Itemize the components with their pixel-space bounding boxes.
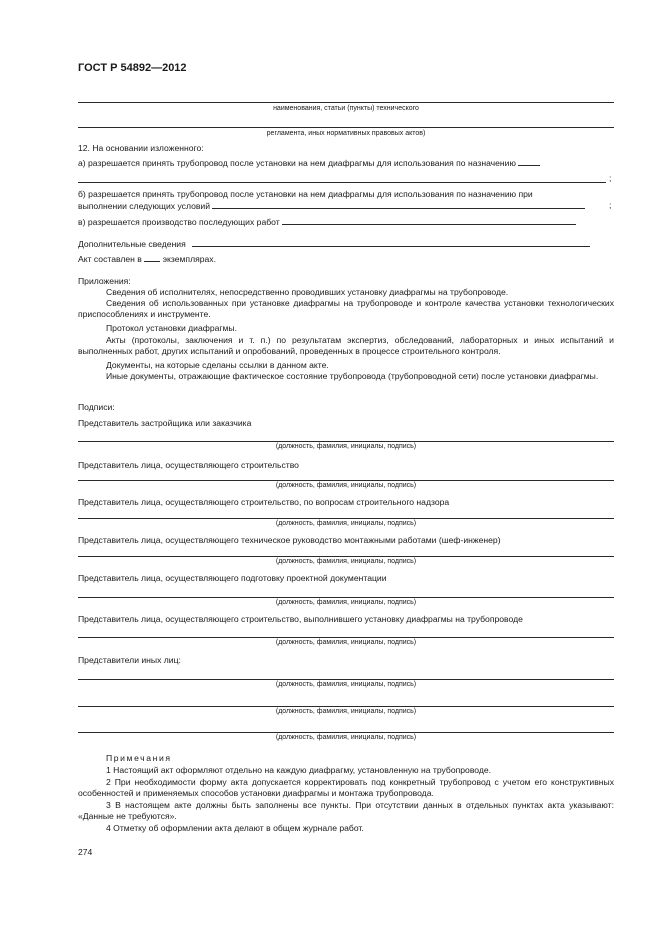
signature-caption: (должность, фамилия, инициалы, подпись) bbox=[275, 482, 417, 489]
additional-info-label: Дополнительные сведения bbox=[78, 239, 186, 249]
field-caption: наименования, статьи (пункты) технического bbox=[273, 105, 419, 112]
appendix-item: Сведения об использованных при установке диафрагмы на трубопроводе и контроле качества установки технологических приспособлениях и инструменте. bbox=[78, 298, 614, 319]
note-item: 3 В настоящем акте должны быть заполнены все пункты. При отсутствии данных в отдельных пунктах акта указывают: «Данные не требуются». bbox=[78, 800, 614, 821]
signature-role: Представитель лица, осуществляющего строительство bbox=[78, 460, 299, 470]
signature-role: Представитель лица, осуществляющего строительство, выполнившего установку диафрагмы на трубопроводе bbox=[78, 614, 523, 624]
appendix-item: Иные документы, отражающие фактическое состояние трубопровода (трубопроводной сети) после установки диафрагмы. bbox=[106, 371, 599, 381]
appendix-item: Документы, на которые сделаны ссылки в данном акте. bbox=[106, 360, 329, 370]
clause-b-line2 bbox=[78, 200, 585, 212]
signature-caption: (должность, фамилия, инициалы, подпись) bbox=[275, 708, 417, 715]
note-item: 4 Отметку об оформлении акта делают в общем журнале работ. bbox=[106, 823, 364, 833]
signature-caption: (должность, фамилия, инициалы, подпись) bbox=[275, 734, 417, 741]
note-item: 2 При необходимости форму акта допускается корректировать под конкретный трубопровод с учетом его конструктивных особенностей и применяемых способов установки диафрагмы и монтажа трубопровода. bbox=[78, 777, 614, 798]
clause-b-text: выполнении следующих условий bbox=[78, 201, 211, 211]
appendix-item: Протокол установки диафрагмы. bbox=[106, 323, 237, 333]
appendices-heading: Приложения: bbox=[78, 276, 131, 286]
clause-a-blank[interactable] bbox=[518, 157, 540, 166]
signature-role: Представитель лица, осуществляющего строительство, по вопросам строительного надзора bbox=[78, 497, 450, 507]
fill-line[interactable] bbox=[78, 182, 606, 183]
signature-caption: (должность, фамилия, инициалы, подпись) bbox=[275, 639, 417, 646]
signature-role: Представитель застройщика или заказчика bbox=[78, 418, 252, 428]
signature-field[interactable] bbox=[78, 679, 614, 699]
signature-field[interactable] bbox=[78, 732, 614, 752]
signature-caption: (должность, фамилия, инициалы, подпись) bbox=[275, 681, 417, 688]
signature-caption: (должность, фамилия, инициалы, подпись) bbox=[275, 520, 417, 527]
additional-info-blank[interactable] bbox=[192, 238, 590, 247]
signature-field[interactable] bbox=[78, 637, 614, 657]
clause-b-blank[interactable] bbox=[212, 200, 585, 209]
page-number: 274 bbox=[78, 847, 93, 857]
signature-role: Представитель лица, осуществляющего подготовку проектной документации bbox=[78, 573, 387, 583]
field-caption: регламента, иных нормативных правовых актов) bbox=[266, 130, 426, 137]
copies-line: Акт составлен в экземплярах. bbox=[78, 254, 216, 264]
clause-v-blank[interactable] bbox=[282, 216, 576, 225]
signature-caption: (должность, фамилия, инициалы, подпись) bbox=[275, 558, 417, 565]
clause-v-text: в) разрешается производство последующих работ bbox=[78, 217, 280, 227]
clause-b-line1: б) разрешается принять трубопровод после установки на нем диафрагмы для использования по назначению при bbox=[78, 189, 533, 199]
note-item: 1 Настоящий акт оформляют отдельно на каждую диафрагму, установленную на трубопроводе. bbox=[106, 765, 492, 775]
document-header: ГОСТ Р 54892—2012 bbox=[78, 62, 187, 74]
signature-role: Представитель лица, осуществляющего техническое руководство монтажными работами (шеф-инженер) bbox=[78, 535, 501, 545]
appendix-item: Акты (протоколы, заключения и т. п.) по результатам экспертиз, обследований, лабораторных и иных испытаний и выполненных работ, других испытаний и опробований, проведенных в процессе строительного контроля. bbox=[78, 335, 614, 356]
section-heading: 12. На основании изложенного: bbox=[78, 143, 204, 153]
signature-field[interactable] bbox=[78, 441, 614, 461]
additional-info bbox=[78, 238, 590, 250]
semicolon: ; bbox=[609, 173, 612, 183]
clause-v bbox=[78, 216, 576, 228]
clause-a bbox=[78, 157, 540, 169]
semicolon: ; bbox=[609, 200, 612, 210]
other-representatives: Представители иных лиц: bbox=[78, 655, 181, 665]
signature-field[interactable] bbox=[78, 706, 614, 726]
signature-caption: (должность, фамилия, инициалы, подпись) bbox=[275, 599, 417, 606]
notes-heading: Примечания bbox=[106, 753, 172, 763]
clause-a-text: а) разрешается принять трубопровод после установки на нем диафрагмы для использования по назначению bbox=[78, 158, 516, 168]
copies-blank[interactable] bbox=[144, 253, 160, 262]
fill-line[interactable] bbox=[78, 127, 614, 128]
fill-line[interactable] bbox=[78, 102, 614, 103]
appendix-item: Сведения об исполнителях, непосредственно проводивших установку диафрагмы на трубопроводе. bbox=[106, 287, 509, 297]
signature-caption: (должность, фамилия, инициалы, подпись) bbox=[275, 443, 417, 450]
signatures-heading: Подписи: bbox=[78, 402, 115, 412]
